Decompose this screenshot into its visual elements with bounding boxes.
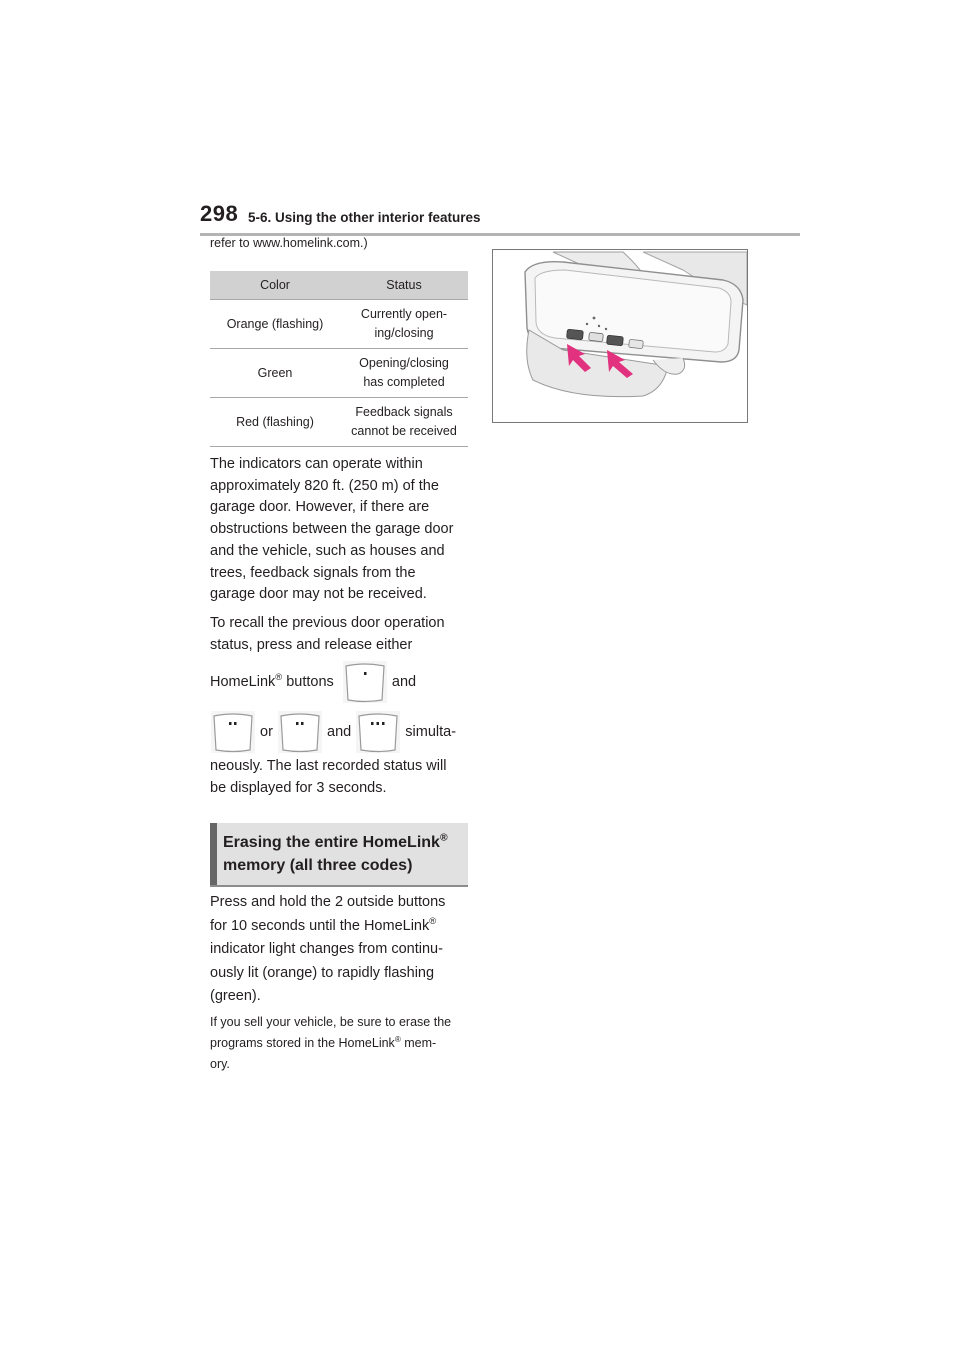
recall-paragraph bbox=[210, 613, 470, 656]
text-line: obstructions between the garage door bbox=[210, 521, 454, 538]
homelink-button-1-icon bbox=[342, 660, 388, 704]
color-cell: Green bbox=[210, 349, 340, 398]
registered-mark: ® bbox=[275, 671, 283, 682]
text-line: To recall the previous door operation bbox=[210, 615, 445, 631]
text-span: for 10 seconds until the HomeLink bbox=[210, 917, 430, 934]
text-line: trees, feedback signals from the bbox=[210, 564, 416, 581]
text-line: Press and hold the 2 outside buttons bbox=[210, 894, 446, 910]
note-paragraph bbox=[210, 1012, 472, 1075]
color-cell: Orange (flashing) bbox=[210, 300, 340, 349]
text-line: be displayed for 3 seconds. bbox=[210, 779, 387, 796]
homelink-button-3-icon bbox=[355, 710, 401, 754]
text-span: mem- bbox=[400, 1036, 437, 1050]
homelink-buttons-line bbox=[210, 660, 416, 704]
status-cell: Currently open- ing/closing bbox=[340, 300, 468, 349]
table-row bbox=[210, 300, 468, 349]
homelink-buttons-line-2 bbox=[210, 710, 456, 754]
erase-heading bbox=[210, 823, 468, 887]
text-line: ory. bbox=[210, 1057, 230, 1071]
text-line: The indicators can operate within bbox=[210, 456, 423, 472]
status-cell: Opening/closing has completed bbox=[340, 349, 468, 398]
rearview-mirror-drawing bbox=[493, 250, 747, 422]
heading-text bbox=[223, 831, 463, 877]
text-line: neously. The last recorded status will bbox=[210, 758, 447, 774]
text-line: ously lit (orange) to rapidly flashing bbox=[210, 964, 435, 981]
registered-mark: ® bbox=[439, 832, 448, 844]
range-paragraph bbox=[210, 454, 470, 606]
section-title: 5-6. Using the other interior features bbox=[248, 210, 481, 225]
status-cell: Feedback signals cannot be received bbox=[340, 398, 468, 447]
mirror-illustration bbox=[492, 249, 748, 423]
column-header-status: Status bbox=[340, 271, 468, 300]
intro-text: refer to www.homelink.com.) bbox=[210, 236, 368, 250]
and-text: and bbox=[327, 723, 352, 740]
color-cell: Red (flashing) bbox=[210, 398, 340, 447]
table-row bbox=[210, 398, 468, 447]
text-line bbox=[210, 1033, 472, 1054]
homelink-button-2-icon bbox=[210, 710, 256, 754]
buttons-text: buttons bbox=[282, 673, 334, 690]
text-line: indicator light changes from continu- bbox=[210, 941, 443, 957]
and-text: and bbox=[391, 673, 417, 690]
text-line: (green). bbox=[210, 988, 261, 1004]
text-line: approximately 820 ft. (250 m) of the bbox=[210, 477, 439, 494]
homelink-button-2b-icon bbox=[277, 710, 323, 754]
text-line bbox=[210, 915, 470, 939]
table-header-row bbox=[210, 271, 468, 300]
heading-accent-bar bbox=[210, 823, 217, 885]
erase-paragraph bbox=[210, 891, 470, 1009]
text-line: garage door. However, if there are bbox=[210, 499, 430, 516]
column-header-color: Color bbox=[210, 271, 340, 300]
table-row bbox=[210, 349, 468, 398]
text-line: and the vehicle, such as houses and bbox=[210, 542, 445, 559]
registered-mark: ® bbox=[394, 1034, 401, 1044]
text-line: status, press and release either bbox=[210, 636, 413, 653]
heading-line-1: Erasing the entire HomeLink bbox=[223, 834, 440, 851]
or-text: or bbox=[260, 723, 273, 740]
status-table bbox=[210, 271, 468, 447]
heading-line-2: memory (all three codes) bbox=[223, 857, 413, 874]
homelink-text: HomeLink bbox=[210, 673, 276, 690]
page-number: 298 bbox=[200, 201, 239, 226]
recall-paragraph-end bbox=[210, 756, 470, 799]
registered-mark: ® bbox=[429, 914, 437, 926]
text-line: If you sell your vehicle, be sure to erase the bbox=[210, 1015, 452, 1029]
simulta-text: simulta- bbox=[405, 723, 457, 740]
text-line: garage door may not be received. bbox=[210, 586, 427, 603]
text-span: programs stored in the HomeLink bbox=[210, 1036, 395, 1050]
